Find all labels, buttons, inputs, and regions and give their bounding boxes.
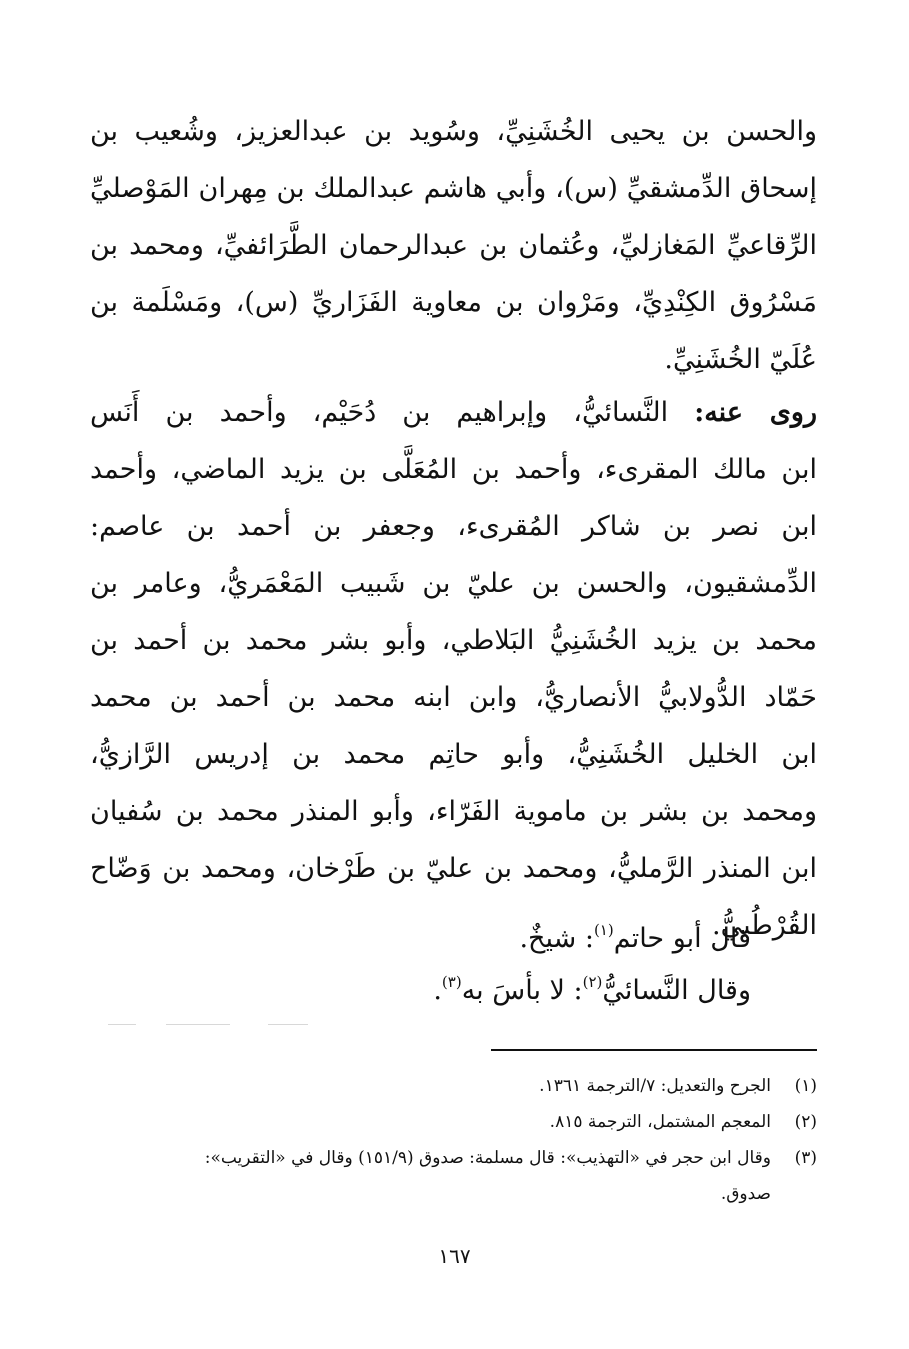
quote-text: : لا بأسَ به (461, 975, 583, 1006)
footnote-text: الجرح والتعديل: ٧/الترجمة ١٣٦١. (539, 1076, 771, 1096)
text-line: ومحمد بن بشر بن ماموية الفَرّاء، وأبو المنذر محمد بن سُفيان (90, 796, 817, 827)
footnote-text: المعجم المشتمل، الترجمة ٨١٥. (549, 1112, 771, 1132)
quote-text: : شيخٌ. (519, 923, 594, 954)
quote-text: قال أبو حاتم (613, 923, 751, 954)
footnote-ref[interactable]: (٢) (582, 973, 603, 991)
text-line: محمد بن يزيد الخُشَنِيُّ البَلاطي، وأبو بشر محمد بن أحمد بن (90, 625, 817, 656)
footnote-continuation: صدوق. (720, 1184, 771, 1204)
footnote-ref[interactable]: (١) (593, 921, 614, 939)
footnote-text: وقال ابن حجر في «التهذيب»: قال مسلمة: صدوق (١٥١/٩) وقال في «التقريب»: (204, 1148, 771, 1168)
text-line: ابن نصر بن شاكر المُقرىء، وجعفر بن أحمد بن عاصم: (90, 511, 817, 542)
footnote-number: (٣) (794, 1148, 817, 1168)
text-line-first (90, 384, 817, 441)
text-line: إسحاق الدِّمشقيِّ (س)، وأبي هاشم عبدالملك بن مِهران المَوْصليِّ (90, 173, 817, 204)
text-line-rest: النَّسائيُّ، وإبراهيم بن دُحَيْم، وأحمد بن أَنَس (90, 397, 669, 428)
text-line: والحسن بن يحيى الخُشَنِيِّ، وسُويد بن عبدالعزيز، وشُعيب بن (90, 116, 817, 147)
footnote-ref[interactable]: (٣) (441, 973, 462, 991)
footnote-divider (491, 1049, 817, 1051)
text-line: مَسْرُوق الكِنْدِيِّ، ومَرْوان بن معاوية الفَزَاريِّ (س)، ومَسْلَمة بن (90, 287, 817, 318)
section-lead: روى عنه: (694, 397, 817, 428)
quote-abu-hatim (433, 913, 751, 965)
opinions-block (433, 913, 751, 1017)
footnote-number: (٢) (794, 1112, 817, 1132)
text-line: الدِّمشقيون، والحسن بن عليّ بن شَبيب المَعْمَريُّ، وعامر بن (90, 568, 817, 599)
scan-speck (268, 1024, 308, 1025)
text-line: الرِّقاعيِّ المَغازليِّ، وعُثمان بن عبدالرحمان الطَّرَائفيِّ، ومحمد بن (90, 230, 817, 261)
paragraph-narrators-from (90, 103, 817, 388)
quote-text: وقال النَّسائيُّ (602, 975, 751, 1006)
footnote-3 (90, 1140, 817, 1176)
quote-nasai (433, 965, 751, 1017)
footnote-2 (90, 1104, 817, 1140)
footnote-number: (١) (794, 1076, 817, 1096)
text-line: ابن الخليل الخُشَنِيُّ، وأبو حاتِم محمد بن إدريس الرَّازيُّ، (90, 739, 817, 770)
footnotes (90, 1068, 817, 1212)
paragraph-narrated-by (90, 384, 817, 954)
scan-speck (166, 1024, 230, 1025)
text-line: القُرْطُبيُّ. (711, 910, 817, 941)
text-line: حَمّاد الدُّولابيُّ الأنصاريُّ، وابن ابنه محمد بن أحمد بن محمد (90, 682, 817, 713)
page-number: ١٦٧ (438, 1244, 471, 1268)
text-line: ابن المنذر الرَّمليُّ، ومحمد بن عليّ بن طَرْخان، ومحمد بن وَضّاح (90, 853, 817, 884)
footnote-1 (90, 1068, 817, 1104)
text-line: ابن مالك المقرىء، وأحمد بن المُعَلَّى بن يزيد الماضي، وأحمد (90, 454, 817, 485)
scan-speck (108, 1024, 136, 1025)
text-line: عُلَيّ الخُشَنِيِّ. (664, 344, 817, 375)
quote-text: . (433, 975, 442, 1006)
